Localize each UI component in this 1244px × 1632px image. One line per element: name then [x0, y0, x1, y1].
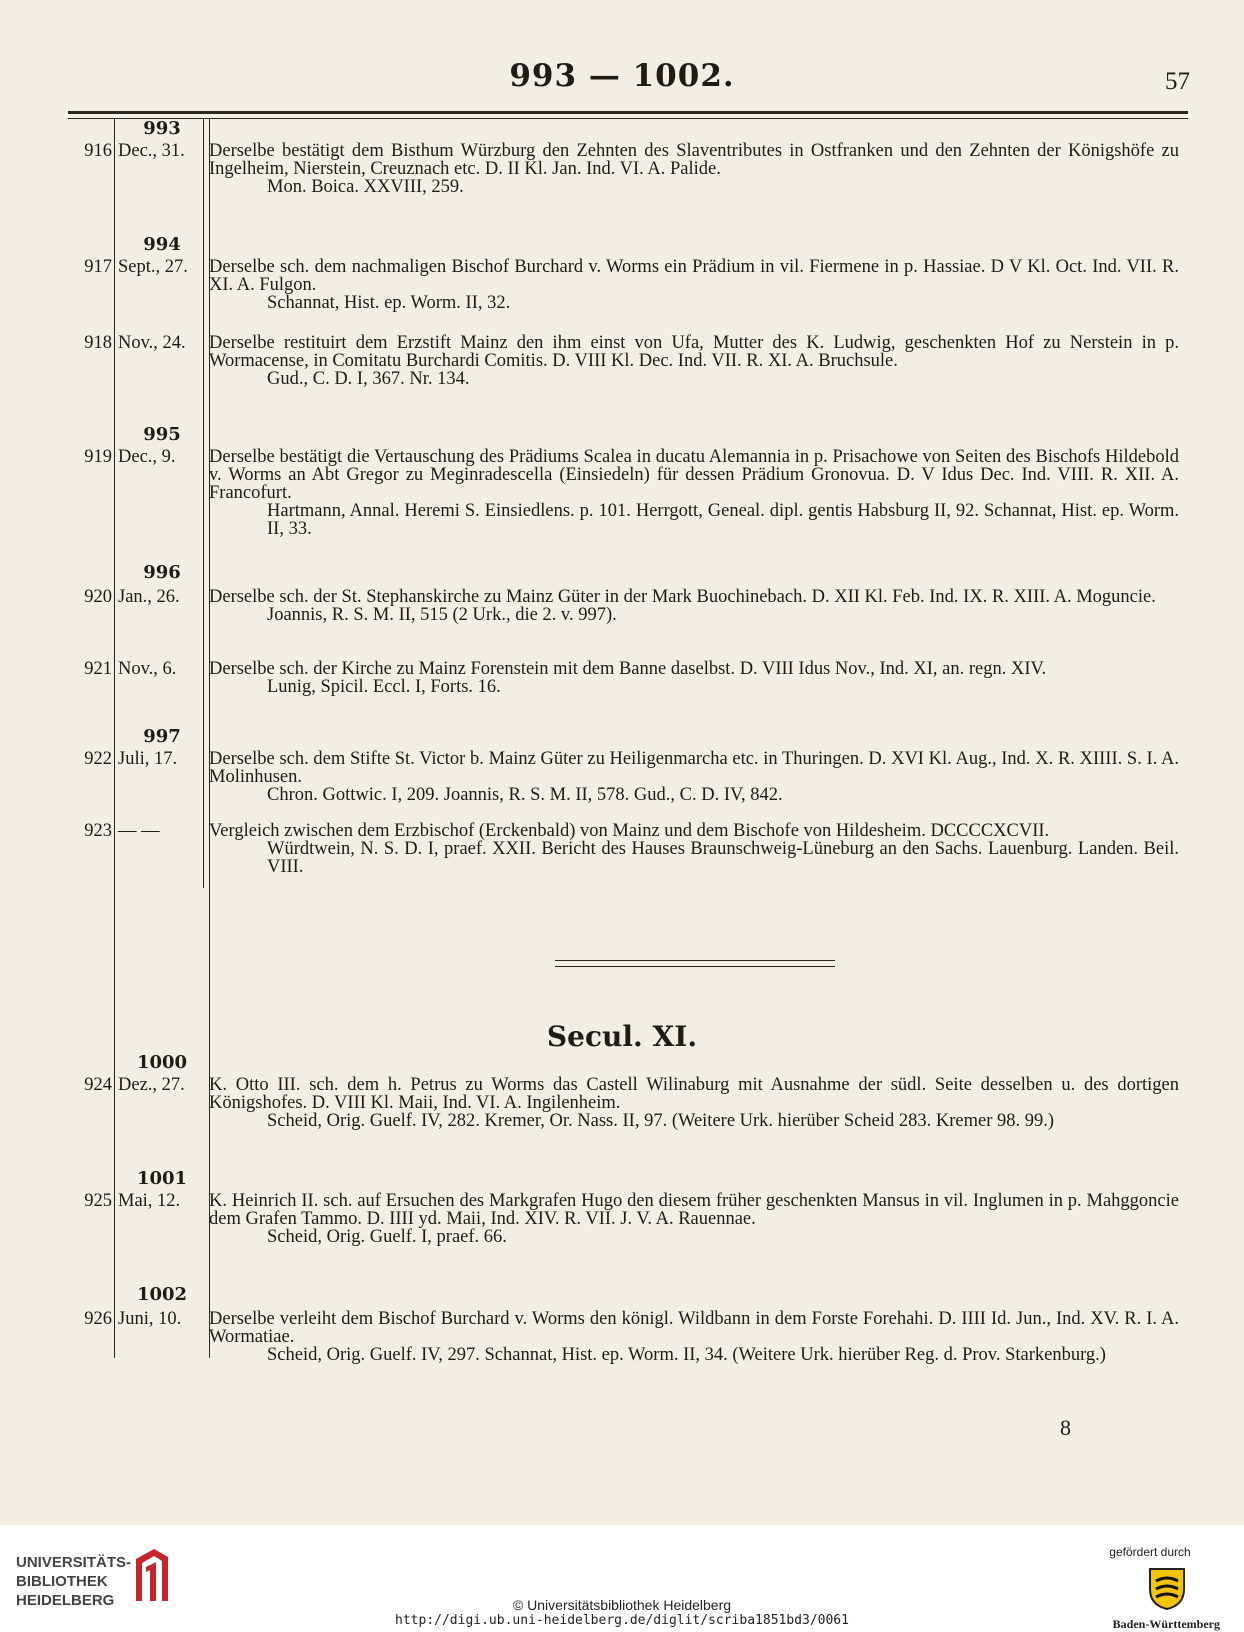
- year-heading: 1002: [136, 1284, 188, 1305]
- entry-text-block: [209, 660, 1179, 696]
- source-url[interactable]: http://digi.ub.uni-heidelberg.de/diglit/scriba1851bd3/0061: [395, 1613, 849, 1628]
- entry-text-block: [209, 588, 1179, 624]
- entry-date: Nov., 6.: [118, 659, 177, 679]
- logo-line: BIBLIOTHEK: [16, 1573, 108, 1590]
- page-number: 57: [1165, 68, 1190, 95]
- entry-text-block: [209, 258, 1179, 312]
- entry-text: Derselbe sch. dem nachmaligen Bischof Burchard v. Worms ein Prädium in vil. Fiermene in p. Hassiae. D V Kl. Oct. Ind. VII. R. XI. A. Fulgon.: [209, 257, 1179, 295]
- entry-text: Vergleich zwischen dem Erzbischof (Erckenbald) von Mainz und dem Bischofe von Hildesheim. DCCCCXCVII.: [209, 821, 1050, 841]
- footer-bar: [0, 1525, 1244, 1631]
- entry-text-block: [209, 142, 1179, 196]
- entry-number: 922: [84, 749, 112, 769]
- entry-number: 926: [84, 1309, 112, 1329]
- entry-text: Derselbe sch. der St. Stephanskirche zu Mainz Güter in der Mark Buochinebach. D. XII Kl. Feb. Ind. IX. R. XIII. A. Moguncie.: [209, 587, 1156, 607]
- entry-date: Mai, 12.: [118, 1191, 181, 1211]
- entry-number: 918: [84, 333, 112, 353]
- column-divider-num: [114, 118, 115, 1358]
- entry-date: Juni, 10.: [118, 1309, 182, 1329]
- logo-line: UNIVERSITÄTS-: [16, 1554, 132, 1571]
- entry-source: Schannat, Hist. ep. Worm. II, 32.: [267, 293, 511, 313]
- entry-text: Derselbe restituirt dem Erzstift Mainz den ihm einst von Ufa, Mutter des K. Ludwig, geschenkten Hof zu Nerstein in p. Wormacense, in Comitatu Burchardi Comitis. D. VIII Kl. Dec. Ind. VII. R. XI. A. Bruchsule.: [209, 333, 1179, 371]
- entry-number: 919: [84, 447, 112, 467]
- entry-source: Mon. Boica. XXVIII, 259.: [267, 177, 464, 197]
- entry-date: Juli, 17.: [118, 749, 178, 769]
- year-heading: 993: [143, 118, 181, 139]
- entry-source: Scheid, Orig. Guelf. IV, 297. Schannat, Hist. ep. Worm. II, 34. (Weitere Urk. hierüber Reg. d. Prov. Starkenburg.): [267, 1345, 1106, 1365]
- entry-number: 917: [84, 257, 112, 277]
- entry-source: Hartmann, Annal. Heremi S. Einsiedlens. p. 101. Herrgott, Geneal. dipl. gentis Habsburg II, 92. Schannat, Hist. ep. Worm. II, 33.: [267, 501, 1179, 539]
- library-logo-icon: [130, 1545, 174, 1605]
- entry-number: 921: [84, 659, 112, 679]
- entry-text: K. Heinrich II. sch. auf Ersuchen des Markgrafen Hugo den diesem früher geschenkten Mansus in vil. Inglumen in p. Mahggoncie dem Grafen Tammo. D. IIII yd. Maii, Ind. XIV. R. VII. J. V. A. Rauennae.: [209, 1191, 1179, 1229]
- entry-text: Derselbe sch. der Kirche zu Mainz Forenstein mit dem Banne daselbst. D. VIII Idus Nov., Ind. XI, an. regn. XIV.: [209, 659, 1047, 679]
- year-heading: 1001: [136, 1168, 188, 1189]
- entry-text-block: [209, 1310, 1179, 1364]
- entry-text: Derselbe verleiht dem Bischof Burchard v. Worms den königl. Wildbann in dem Forste Forehahi. D. IIII Id. Jun., Ind. XV. R. I. A. Wormatiae.: [209, 1309, 1179, 1347]
- entry-text: K. Otto III. sch. dem h. Petrus zu Worms das Castell Wilinaburg mit Ausnahme der südl. Seite desselben u. des dortigen Königshofes. D. VIII Kl. Maii, Ind. VI. A. Ingilenheim.: [209, 1075, 1179, 1113]
- entry-date: Dec., 9.: [118, 447, 176, 467]
- header-rule-thick: [68, 111, 1188, 114]
- entry-text-block: [209, 334, 1179, 388]
- year-heading: 997: [143, 726, 181, 747]
- entry-source: Joannis, R. S. M. II, 515 (2 Urk., die 2. v. 997).: [267, 605, 617, 625]
- signature-mark: 8: [1060, 1415, 1071, 1440]
- header-rule-thin: [68, 118, 1188, 119]
- entry-source: Scheid, Orig. Guelf. I, praef. 66.: [267, 1227, 507, 1247]
- logo-line: HEIDELBERG: [16, 1592, 115, 1609]
- entry-number: 923: [84, 821, 112, 841]
- entry-text: Derselbe sch. dem Stifte St. Victor b. Mainz Güter zu Heiligenmarcha etc. in Thuringen. D. XVI Kl. Aug., Ind. X. R. XIIII. S. I. A. Molinhusen.: [209, 749, 1179, 787]
- sponsor-label: gefördert durch: [1109, 1545, 1191, 1559]
- entry-source: Würdtwein, N. S. D. I, praef. XXII. Bericht des Hauses Braunschweig-Lüneburg an den Sachs. Lauenburg. Landen. Beil. VIII.: [267, 839, 1179, 877]
- entry-number: 924: [84, 1075, 112, 1095]
- year-heading: 995: [143, 424, 181, 445]
- baden-wuerttemberg-crest-icon: [1146, 1565, 1188, 1611]
- entry-date: Nov., 24.: [118, 333, 186, 353]
- entry-text-block: [209, 1192, 1179, 1246]
- entry-number: 920: [84, 587, 112, 607]
- year-heading: 996: [143, 562, 181, 583]
- section-heading: Secul. XI.: [546, 1020, 698, 1053]
- entry-text: Derselbe bestätigt die Vertauschung des Prädiums Scalea in ducatu Alemannia in p. Prisachowe von Seiten des Bischofs Hildebold v. Worms an Abt Gregor zu Meginradescella (Einsiedeln) für dessen Prädium Gronovua. D. V Idus Dec. Ind. VIII. R. XII. A. Francofurt.: [209, 447, 1179, 503]
- entry-date: — —: [118, 821, 160, 841]
- entry-number: 916: [84, 141, 112, 161]
- entry-date: Dec., 31.: [118, 141, 185, 161]
- year-heading: 1000: [136, 1052, 188, 1073]
- entry-text-block: [209, 822, 1179, 876]
- entry-text: Derselbe bestätigt dem Bisthum Würzburg den Zehnten des Slaventributes in Ostfranken und den Zehnten der Königshöfe zu Ingelheim, Nierstein, Creuznach etc. D. II Kl. Jan. Ind. VI. A. Palide.: [209, 141, 1179, 179]
- entry-text-block: [209, 750, 1179, 804]
- running-head: 993 — 1002.: [509, 58, 735, 94]
- copyright-text: © Universitätsbibliothek Heidelberg: [512, 1597, 732, 1613]
- entry-date: Sept., 27.: [118, 257, 188, 277]
- entry-text-block: [209, 448, 1179, 538]
- sponsor-name: Baden-Württemberg: [1112, 1617, 1220, 1631]
- year-heading: 994: [143, 234, 181, 255]
- entry-date: Dez., 27.: [118, 1075, 185, 1095]
- entry-date: Jan., 26.: [118, 587, 180, 607]
- entry-source: Chron. Gottwic. I, 209. Joannis, R. S. M. II, 578. Gud., C. D. IV, 842.: [267, 785, 783, 805]
- entry-source: Gud., C. D. I, 367. Nr. 134.: [267, 369, 470, 389]
- entry-number: 925: [84, 1191, 112, 1211]
- entry-source: Lunig, Spicil. Eccl. I, Forts. 16.: [267, 677, 501, 697]
- section-separator: [555, 960, 835, 967]
- entry-source: Scheid, Orig. Guelf. IV, 282. Kremer, Or. Nass. II, 97. (Weitere Urk. hierüber Scheid 283. Kremer 98. 99.): [267, 1111, 1055, 1131]
- entry-text-block: [209, 1076, 1179, 1130]
